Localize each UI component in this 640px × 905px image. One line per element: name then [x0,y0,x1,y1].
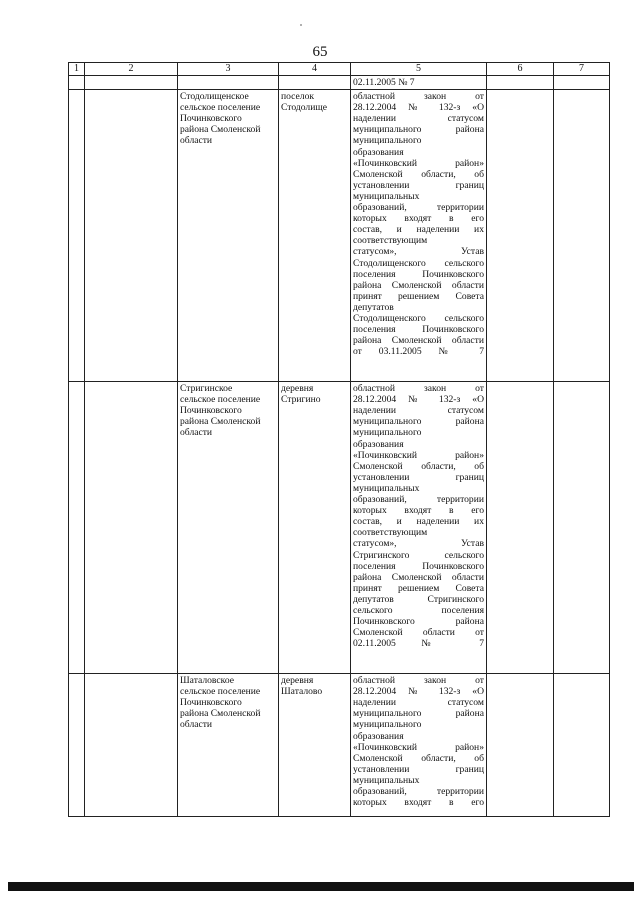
cell-line: поселения Починковского [353,560,484,572]
cell-line: областной закон от [353,91,484,103]
settlement-cell [178,674,279,817]
cell-line: состав, и наделении их [353,516,484,528]
registry-table [68,62,610,817]
header-cell: 6 [487,63,554,76]
cell-line: установлении границ [353,763,484,775]
cell-line: принят решением Совета [353,582,484,594]
table-row [69,90,610,382]
cell-line: соответствующим [353,527,428,539]
cell-line: муниципального [353,427,422,439]
header-row [69,63,610,76]
cell-line: статусом», Устав [353,246,484,258]
center-cell [279,382,351,674]
cell-line: от 03.11.2005 № 7 [353,346,484,358]
center-cell [279,674,351,817]
settlement-cell [178,382,279,674]
cell-line: муниципального [353,135,422,147]
cell-line: области [180,135,213,147]
header-cell: 2 [85,63,178,76]
cell-line: муниципального района [353,416,484,428]
cell-line: наделении статусом [353,697,484,709]
cell-line: образований, территории [353,786,484,798]
cell-line: поселения Починковского [353,268,484,280]
center-cell [279,90,351,382]
table-row [69,382,610,674]
cell-line: установлении границ [353,471,484,483]
cell-line: Смоленской области, об [353,752,484,764]
cell-line: областной закон от [353,383,484,395]
cell-line: сельское поселение [180,686,261,698]
cell-line: района Смоленской области [353,279,484,291]
header-cell: 5 [351,63,487,76]
cell-line: 28.12.2004 № 132-з «О [353,102,484,114]
cell-line: принят решением Совета [353,290,484,302]
cell-line: Стригинского сельского [353,549,484,561]
cell-line: сельского поселения [353,604,484,616]
cell-line: района Смоленской [180,708,261,720]
cell-line: образований, территории [353,202,484,214]
cell-line: муниципальных [353,482,420,494]
cell-line: образований, территории [353,494,484,506]
cell-line: Стодолище [281,102,327,114]
cell-line: образования [353,146,404,158]
header-cell: 3 [178,63,279,76]
cell-line: «Починковский район» [353,449,484,461]
cell-line: Шаталовское [180,675,235,687]
cell-line: муниципальных [353,190,420,202]
cell-line: которых входят в его [353,213,484,225]
scan-edge-bar [8,882,634,891]
cell-line: Смоленской области, об [353,168,484,180]
cell-line: Смоленской области, об [353,460,484,472]
cell-line: сельское поселение [180,102,261,114]
cell-line: 28.12.2004 № 132-з «О [353,394,484,406]
cell-line: которых входят в его [353,797,484,809]
cell-line: «Починковский район» [353,741,484,753]
cell-line: Стригинское [180,383,233,395]
cell-line: состав, и наделении их [353,224,484,236]
cell-line: Починковского [180,113,242,125]
law-cell [351,382,487,674]
cell-line: «Починковский район» [353,157,484,169]
cell-line: Стригино [281,394,321,406]
header-cell: 7 [554,63,610,76]
law-cell [351,674,487,817]
scan-speck [300,24,302,26]
cell-line: области [180,427,213,439]
cell-line: наделении статусом [353,113,484,125]
cell-line: муниципального района [353,708,484,720]
cell-line: Стодолищенского сельского [353,257,484,269]
cell-line: поселок [281,91,315,103]
law-cell [351,90,487,382]
cell-line: поселения Починковского [353,324,484,336]
continuation-row [69,76,610,90]
cell-line: депутатов Стригинского [353,593,484,605]
cell-line: области [180,719,213,731]
cell-line: образования [353,438,404,450]
cell-line: Смоленской области от [353,627,484,639]
cell-line: Шаталово [281,686,323,698]
cell-line: Стодолищенского сельского [353,312,484,324]
cell-line: муниципальных [353,774,420,786]
cell-line: деревня [281,675,314,687]
cell-line: Починковского [180,697,242,709]
cell-line: наделении статусом [353,405,484,417]
table-row [69,674,610,817]
cell-line: деревня [281,383,314,395]
cell-line: статусом», Устав [353,538,484,550]
continuation-text: 02.11.2005 № 7 [351,76,487,90]
cell-line: района Смоленской [180,416,261,428]
cell-line: депутатов [353,301,394,313]
cell-line: муниципального [353,719,422,731]
cell-line: района Смоленской [180,124,261,136]
header-cell: 1 [69,63,85,76]
cell-line: установлении границ [353,179,484,191]
cell-line: 02.11.2005 № 7 [353,638,484,650]
cell-line: Стодолищенское [180,91,249,103]
cell-line: которых входят в его [353,505,484,517]
cell-line: района Смоленской области [353,571,484,583]
cell-line: образования [353,730,404,742]
cell-line: муниципального района [353,124,484,136]
cell-line: Починковского района [353,616,484,628]
cell-line: сельское поселение [180,394,261,406]
settlement-cell [178,90,279,382]
page-number: 65 [312,44,328,60]
cell-line: соответствующим [353,235,428,247]
header-cell: 4 [279,63,351,76]
cell-line: Починковского [180,405,242,417]
cell-line: 28.12.2004 № 132-з «О [353,686,484,698]
cell-line: областной закон от [353,675,484,687]
cell-line: района Смоленской области [353,335,484,347]
